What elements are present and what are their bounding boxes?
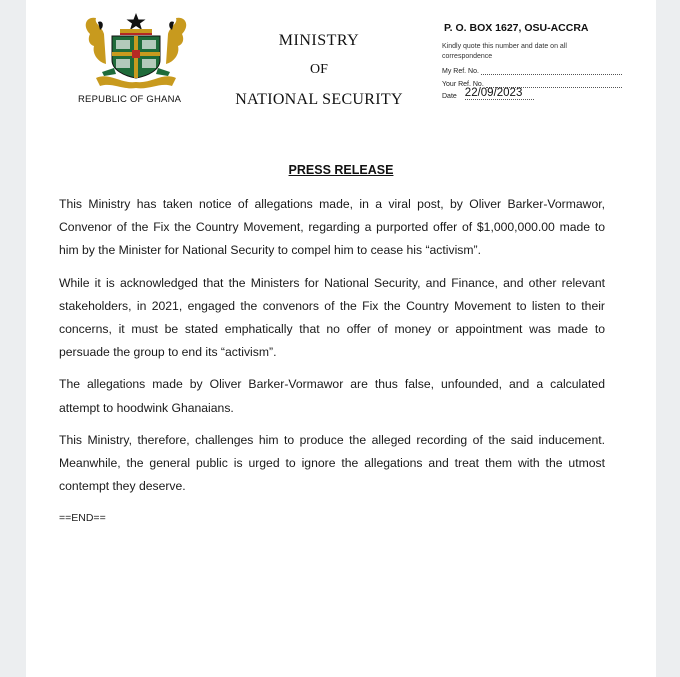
ministry-line-1: MINISTRY: [278, 32, 360, 49]
ministry-line-2: OF: [310, 62, 328, 77]
document-page: [26, 0, 656, 677]
paragraph-2: While it is acknowledged that the Ministers for National Security, and Finance, and other relevant stakeholders, in 2021, engaged the convenors of the Fix the Country Movement to listen to their concerns, it must be stated emphatically that no offer of money or appointment was made to persuade the group to end its “activism”.: [59, 275, 605, 360]
end-marker: ==END==: [59, 512, 106, 525]
ministry-line-3: NATIONAL SECURITY: [235, 91, 403, 108]
ministry-name: [214, 32, 424, 109]
my-ref-row: [442, 65, 622, 75]
paragraph-3: The allegations made by Oliver Barker-Vormawor are thus false, unfounded, and a calculated attempt to hoodwink Ghanaians.: [59, 377, 605, 415]
paragraph-1: This Ministry has taken notice of allegations made, in a viral post, by Oliver Barker-Vormawor, Convenor of the Fix the Country Movement, regarding a purported offer of $1,000,000.00 made to him by the Minister for National Security to compel him to cease his “activism”.: [59, 197, 605, 258]
press-release-title: PRESS RELEASE: [288, 163, 394, 177]
paragraph-4: This Ministry, therefore, challenges him to produce the alleged recording of the said inducement. Meanwhile, the general public is urged to ignore the allegations and treat them with the utmost contempt they deserve.: [59, 432, 605, 494]
my-ref-blank: [481, 68, 622, 75]
ghana-coat-of-arms-icon: [80, 12, 192, 90]
my-ref-label: My Ref. No.: [442, 68, 479, 75]
reference-block: [442, 22, 622, 100]
date-value: 22/09/2023: [465, 87, 535, 100]
your-ref-label: Your Ref. No.: [442, 81, 484, 88]
po-box-address: P. O. BOX 1627, OSU-ACCRA: [444, 22, 589, 34]
date-label: Date: [442, 93, 457, 100]
country-label: REPUBLIC OF GHANA: [78, 94, 182, 105]
date-row: [442, 88, 622, 100]
quote-note: Kindly quote this number and date on all correspondence: [442, 43, 567, 60]
release-body: [59, 193, 605, 531]
